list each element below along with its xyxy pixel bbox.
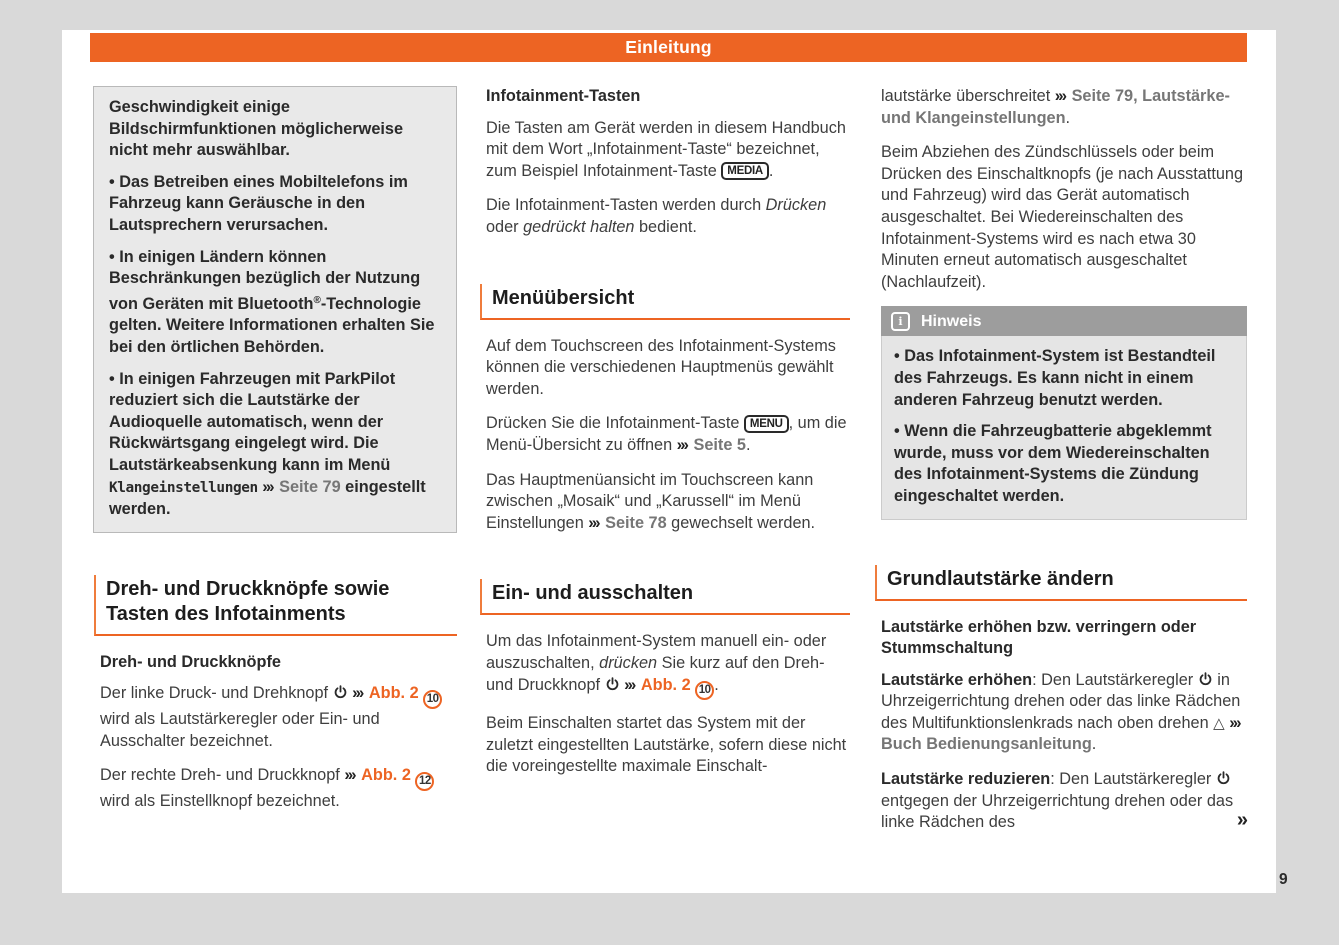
text-segment: Der rechte Dreh- und Druckknopf xyxy=(100,766,345,785)
chapter-banner xyxy=(90,33,1247,62)
text-segment: lautstärke überschreitet xyxy=(881,87,1055,105)
keycap: MENU xyxy=(744,415,789,433)
text-segment: Beim Einschalten startet das System mit der zuletzt eingestellten Lautstärke, sofern diese nicht die voreingestellte maximale Einschalt- xyxy=(486,714,847,776)
cross-reference-arrows: ››› xyxy=(352,684,363,703)
text-segment: Auf dem Touchscreen des Infotainment-Systems können die verschiedenen Hauptmenüs gewählt werden. xyxy=(486,336,836,398)
section-heading-base-volume: Grundlautstärke ändern xyxy=(875,565,1247,601)
italic-text: Drücken xyxy=(765,196,827,215)
triangle-up-icon: △ xyxy=(1213,714,1225,732)
bold-text: • Wenn die Fahrzeugbatterie abgeklemmt wurde, muss vor dem Wiedereinschalten des Infotainment-Systems die Zündung eingeschaltet werden. xyxy=(894,422,1212,505)
bold-text: • Das Betreiben eines Mobiltelefons im Fahrzeug kann Geräusche in den Lautsprechern verursachen. xyxy=(109,172,408,234)
subheading-volume: Lautstärke erhöhen bzw. verringern oder Stummschaltung xyxy=(881,617,1197,658)
info-box-paragraph xyxy=(109,172,446,237)
column-middle xyxy=(486,86,850,791)
bold-text: Geschwindigkeit einige Bildschirmfunktionen möglicherweise nicht mehr auswählbar. xyxy=(109,98,404,160)
note-title: Hinweis xyxy=(921,312,982,330)
keycap: MEDIA xyxy=(721,162,769,180)
text-segment: . xyxy=(1091,735,1097,754)
paragraph xyxy=(486,336,850,401)
text-segment: Beim Abziehen des Zündschlüssels oder beim Drücken des Einschaltknopfs (je nach Ausstattung und Fahrzeug) wird das Gerät automatisch ausgeschaltet. Bei Wiedereinschalten des Infotainment-Systems wird es nach etwa 30 Minuten erneut automatisch ausgeschaltet (Nachlaufzeit). xyxy=(881,143,1244,291)
text-segment: wird als Lautstärkeregler oder Ein- und Ausschalter bezeichnet. xyxy=(100,710,380,750)
cross-reference-arrows: ››› xyxy=(588,513,599,532)
power-icon xyxy=(605,677,620,692)
circled-number: 10 xyxy=(695,681,714,700)
cross-reference-arrows: ››› xyxy=(262,477,273,496)
continuation-mark: » xyxy=(1236,809,1247,832)
text-segment: entgegen der Uhrzeigerrichtung drehen oder das linke Rädchen des xyxy=(881,791,1234,832)
bold-text: eingestellt werden. xyxy=(109,477,426,519)
power-icon xyxy=(1216,771,1231,786)
paragraph xyxy=(486,118,850,183)
info-icon xyxy=(891,312,910,331)
paragraph xyxy=(881,142,1247,293)
note-box xyxy=(881,306,1247,519)
text-segment: wird als Einstellknopf bezeichnet. xyxy=(100,792,340,811)
info-icon-glyph: i xyxy=(898,314,903,328)
text-segment: : Den Lautstärkeregler xyxy=(1050,770,1216,789)
page-reference: Seite 5 xyxy=(693,435,746,454)
page-reference: Buch Bedienungsanleitung xyxy=(881,735,1092,754)
italic-text: gedrückt halten xyxy=(523,217,635,236)
text-segment: oder xyxy=(486,217,524,236)
cross-reference-arrows: ››› xyxy=(676,435,687,454)
figure-reference: Abb. 2 xyxy=(361,766,411,785)
page-reference: Seite 79 xyxy=(279,477,341,496)
paragraph xyxy=(100,683,457,752)
note-header xyxy=(881,306,1247,336)
italic-text: drücken xyxy=(599,653,658,672)
text-segment: . xyxy=(1065,108,1071,127)
info-box-paragraph xyxy=(109,247,446,359)
text-segment: Der linke Druck- und Drehknopf xyxy=(100,684,333,703)
text-segment: . xyxy=(714,675,719,694)
paragraph xyxy=(486,713,850,778)
cross-reference-arrows: ››› xyxy=(624,675,635,694)
bold-text: Lautstärke reduzieren xyxy=(881,770,1051,789)
power-icon xyxy=(333,685,348,700)
column-left xyxy=(100,86,457,826)
text-segment: , um die Menü-Übersicht zu öffnen xyxy=(486,414,847,454)
note-item xyxy=(894,421,1236,507)
page-number: 9 xyxy=(1279,871,1288,888)
subheading-infotainment-keys: Infotainment-Tasten xyxy=(486,87,641,105)
subheading-knobs: Dreh- und Druckknöpfe xyxy=(100,652,281,671)
cross-reference-arrows: ››› xyxy=(1054,87,1066,105)
paragraph xyxy=(100,765,457,812)
paragraph xyxy=(486,195,850,238)
bold-text: • In einigen Ländern können Beschränkungen bezüglich der Nutzung von Geräten mit Bluetooth xyxy=(109,247,421,313)
bold-text: -Technologie gelten. Weitere Informationen erhalten Sie bei den örtlichen Behörden. xyxy=(109,294,435,356)
info-box-paragraph xyxy=(109,97,446,162)
paragraph xyxy=(486,631,850,700)
text-segment: Die Tasten am Gerät werden in diesem Handbuch mit dem Wort „Infotainment-Taste“ bezeichnet, zum Beispiel Infotainment-Taste xyxy=(486,118,846,180)
text-segment: bedient. xyxy=(634,217,697,236)
text-segment: in Uhrzeigerrichtung drehen oder das linke Rädchen des Multifunktionslenkrads nach oben drehen xyxy=(881,670,1241,732)
bold-text: Lautstärke erhöhen xyxy=(881,670,1033,689)
circled-number: 12 xyxy=(415,772,434,791)
text-segment: Das Hauptmenüansicht im Touchscreen kann zwischen „Mosaik“ und „Karussell“ im Menü Einstellungen xyxy=(486,470,814,532)
note-body xyxy=(881,336,1247,519)
text-segment: Drücken Sie die Infotainment-Taste xyxy=(486,414,744,433)
section-heading-knobs: Dreh- und Druckknöpfe sowie Tasten des Infotainments xyxy=(94,575,457,636)
page-reference: Seite 79, Lautstärke- und Klangeinstellungen xyxy=(881,87,1230,127)
cross-reference-arrows: ››› xyxy=(1229,713,1240,732)
text-segment: gewechselt werden. xyxy=(666,513,816,532)
figure-reference: Abb. 2 xyxy=(368,684,419,703)
text-segment: Sie kurz auf den Dreh- und Druckknopf xyxy=(486,653,825,694)
paragraph xyxy=(486,470,850,535)
info-box-paragraph xyxy=(109,369,446,521)
text-segment: : Den Lautstärkeregler xyxy=(1032,670,1198,689)
figure-reference: Abb. 2 xyxy=(640,675,691,694)
text-segment: . xyxy=(768,161,774,180)
note-item xyxy=(894,346,1236,411)
circled-number: 10 xyxy=(423,690,442,709)
manual-page xyxy=(62,30,1276,893)
paragraph xyxy=(881,86,1247,129)
paragraph xyxy=(486,413,850,456)
text-segment: Die Infotainment-Tasten werden durch xyxy=(486,196,766,215)
cross-reference-arrows: ››› xyxy=(344,766,355,785)
superscript-mark: ® xyxy=(313,294,321,306)
text-segment: Um das Infotainment-System manuell ein- oder auszuschalten, xyxy=(486,632,827,672)
chapter-title: Einleitung xyxy=(625,37,712,57)
info-box xyxy=(93,86,457,533)
section-heading-menu-overview: Menüübersicht xyxy=(480,284,850,320)
text-segment: . xyxy=(745,435,751,454)
column-right xyxy=(881,86,1247,847)
section-heading-on-off: Ein- und ausschalten xyxy=(480,579,850,615)
paragraph xyxy=(881,769,1247,834)
power-icon xyxy=(1198,672,1213,687)
bold-text: • In einigen Fahrzeugen mit ParkPilot reduziert sich die Lautstärke der Audioquelle automatisch, wenn der Rückwärtsgang eingelegt wird. Die Lautstärkeabsenkung kann im Menü xyxy=(109,369,396,474)
bold-text: • Das Infotainment-System ist Bestandteil des Fahrzeugs. Es kann nicht in einem anderen Fahrzeug benutzt werden. xyxy=(894,347,1216,409)
paragraph xyxy=(881,670,1247,756)
menu-path-text: Klangeinstellungen xyxy=(109,479,258,496)
page-reference: Seite 78 xyxy=(605,513,667,532)
